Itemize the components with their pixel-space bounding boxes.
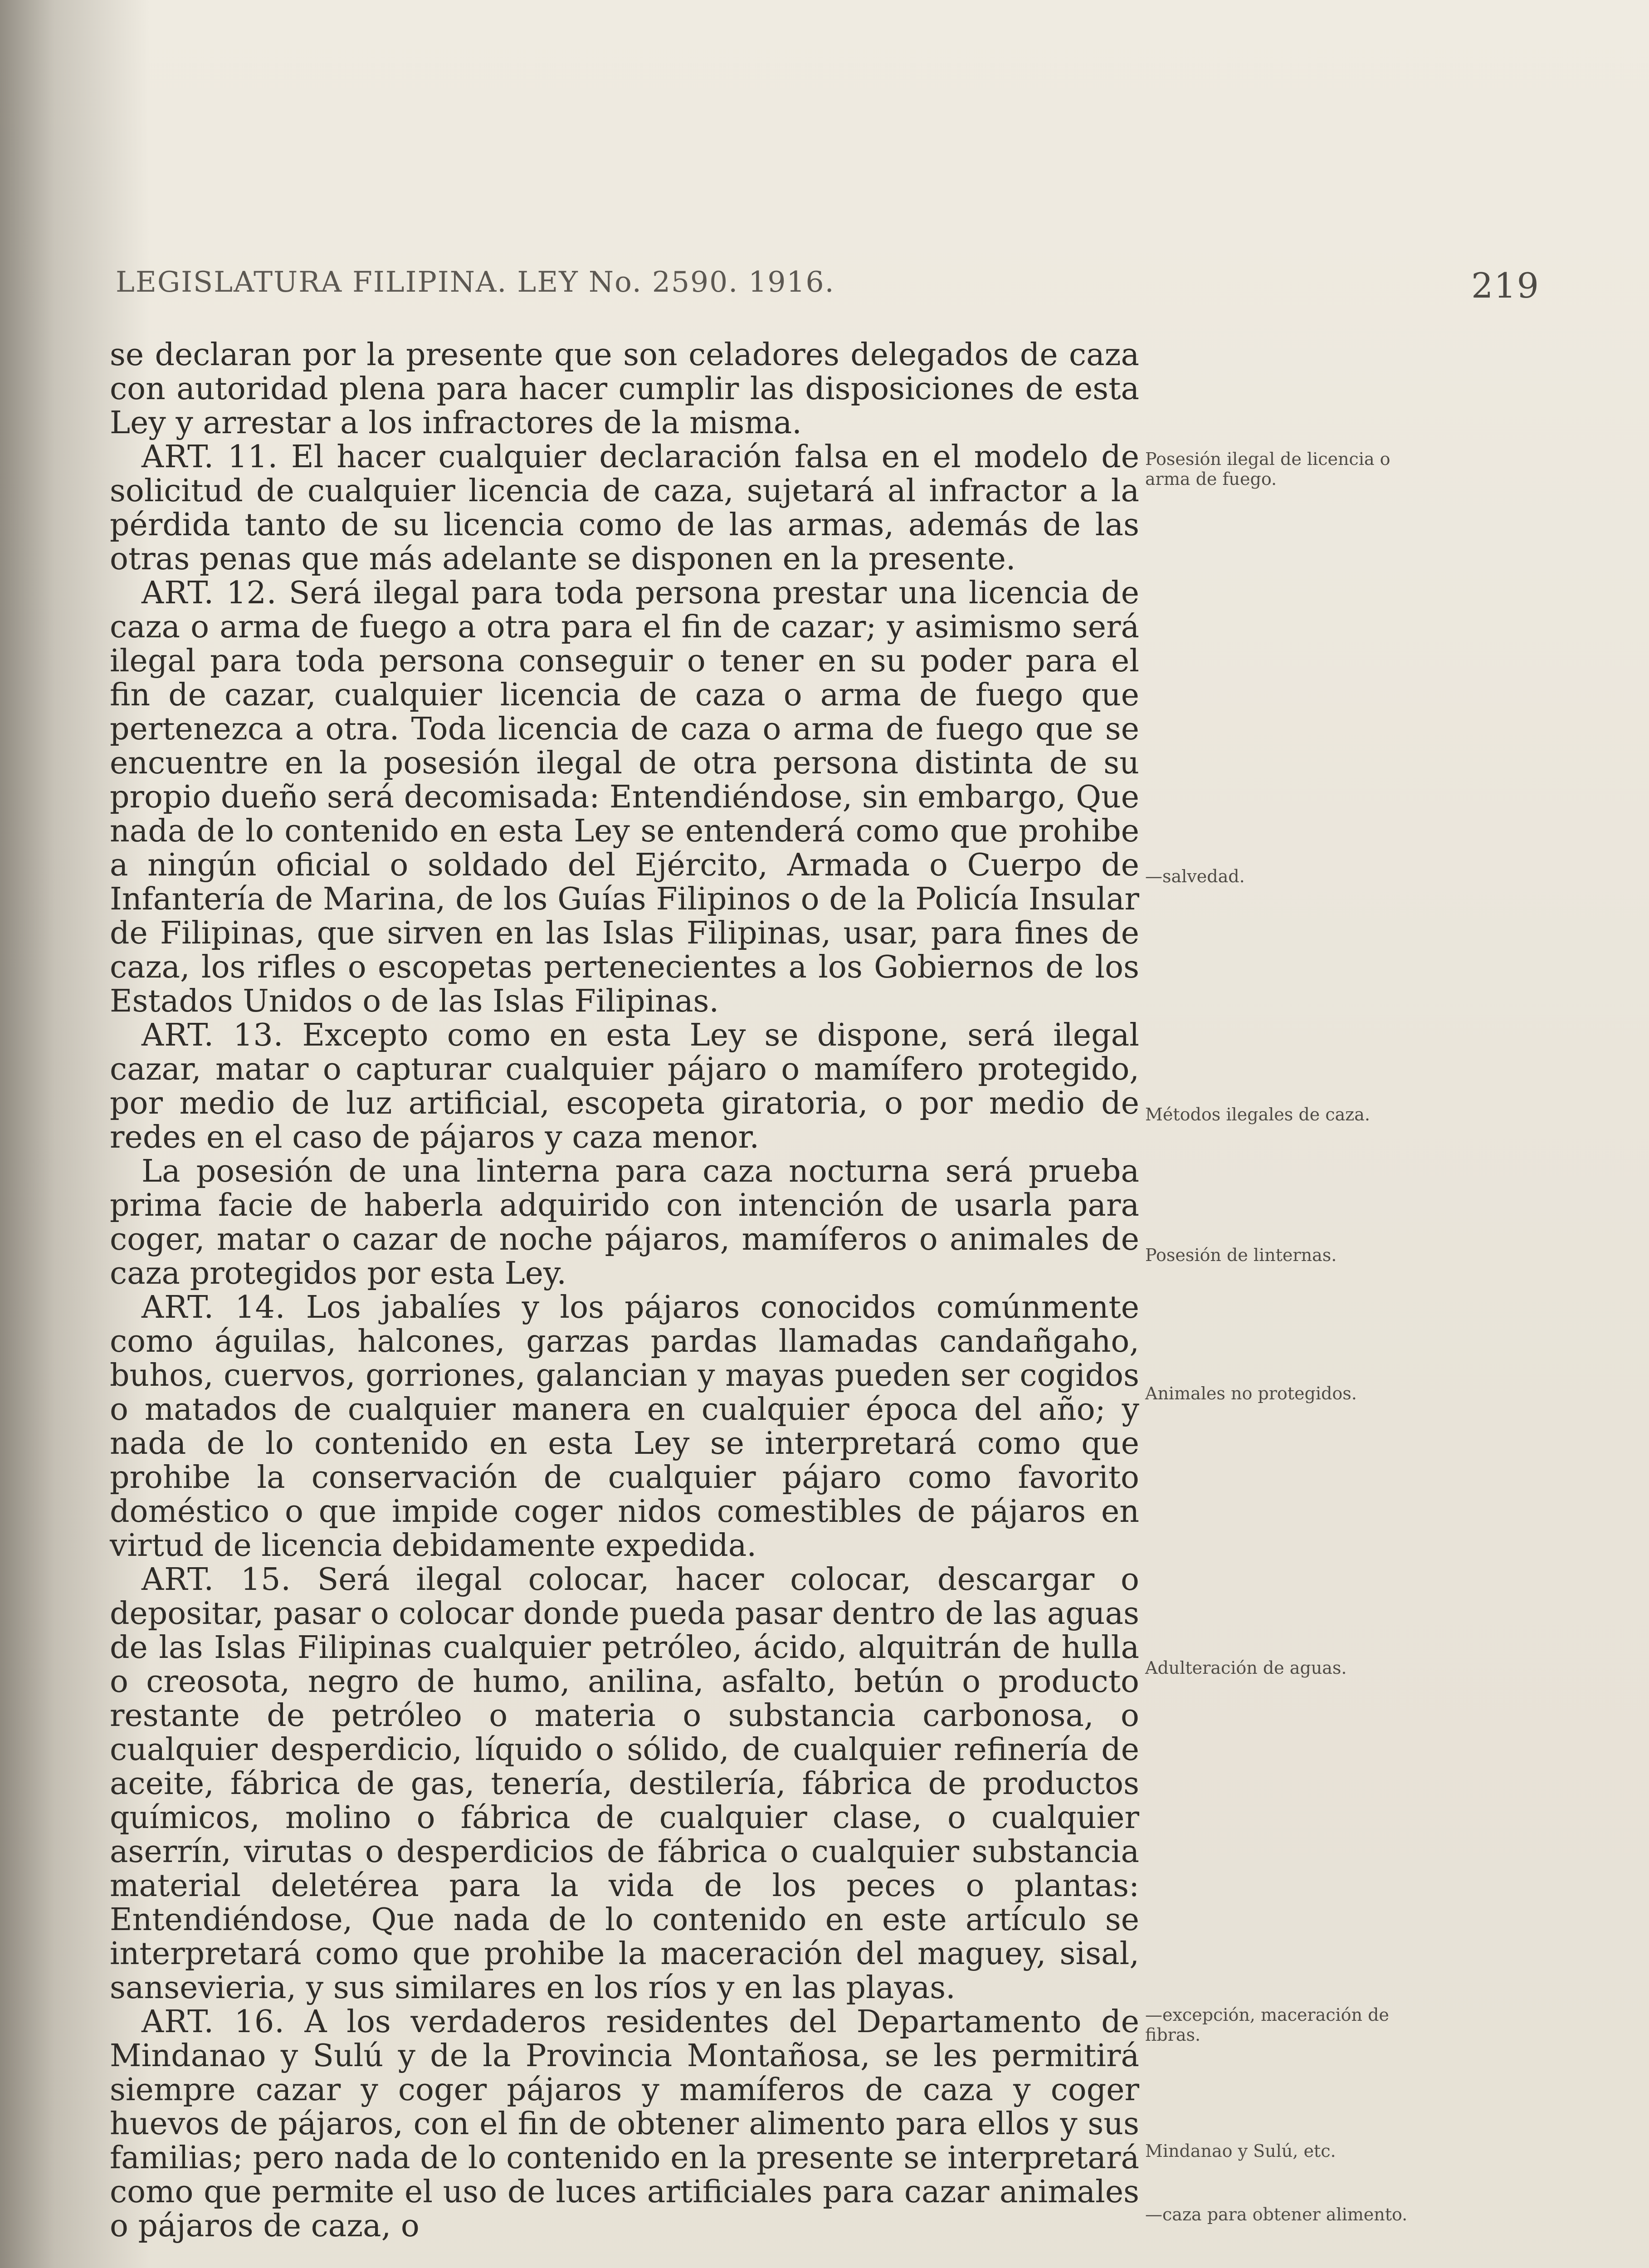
lantern-paragraph (110, 1154, 1139, 1290)
side-note-food-hunting: —caza para obtener alimento. (1145, 2204, 1408, 2224)
paragraph-continuation (110, 338, 1139, 440)
page-number: 219 (1471, 265, 1540, 306)
article-number: ART. 14. (141, 1290, 286, 1325)
running-title: LEGISLATURA FILIPINA. LEY No. 2590. 1916. (116, 265, 835, 298)
paragraph-text: se declaran por la presente que son celadores delegados de caza con autoridad plena para hacer cumplir las disposiciones de esta Ley y arrestar a los infractores de la misma. (110, 337, 1139, 441)
article-text: A los verdaderos residentes del Departamento de Mindanao y Sulú y de la Provincia Montañosa, se les permitirá siempre cazar y coger pájaros y mamíferos de caza y coger huevos de pájaros, con el fin de obtener alimento para ellos y sus familias; pero nada de lo contenido en la presente se interpretará como que permite el uso de luces artificiales para cazar animales o pájaros de caza, o (110, 2004, 1139, 2244)
article-14 (110, 1290, 1139, 1563)
article-number: ART. 12. (141, 575, 277, 611)
paragraph-text: La posesión de una linterna para caza nocturna será prueba prima facie de haberla adquirido con intención de usarla para coger, matar o cazar de noche pájaros, mamíferos o animales de caza protegidos por esta Ley. (110, 1154, 1139, 1291)
article-number: ART. 15. (141, 1562, 291, 1598)
article-16 (110, 2005, 1139, 2243)
side-note-unprotected-animals: Animales no protegidos. (1145, 1383, 1357, 1403)
side-note-water-adulteration: Adulteración de aguas. (1145, 1658, 1347, 1678)
article-12 (110, 576, 1139, 1018)
article-text: Será ilegal colocar, hacer colocar, descargar o depositar, pasar o colocar donde pueda pasar dentro de las aguas de las Islas Filipinas cualquier petróleo, ácido, alquitrán de hulla o creosota, negro de humo, anilina, asfalto, betún o producto restante de petróleo o materia o substancia carbonosa, o cualquier desperdicio, líquido o sólido, de cualquier refinería de aceite, fábrica de gas, tenería, destilería, fábrica de productos químicos, molino o fábrica de cualquier clase, o cualquier aserrín, virutas o desperdicios de fábrica o cualquier substancia material deletérea para la vida de los peces o plantas: Entendiéndose, Que nada de lo contenido en este artículo se interpretará como que prohibe la maceración del maguey, sisal, sansevieria, y sus similares en los ríos y en las playas. (110, 1562, 1139, 2006)
article-number: ART. 13. (141, 1017, 284, 1053)
page-header (116, 265, 1540, 320)
law-text (110, 338, 1139, 2268)
article-15 (110, 1563, 1139, 2005)
article-text: Será ilegal para toda persona prestar una licencia de caza o arma de fuego a otra para el fin de cazar; y asimismo será ilegal para toda persona conseguir o tener en su poder para el fin de cazar, cualquier licencia de caza o arma de fuego que pertenezca a otra. Toda licencia de caza o arma de fuego que se encuentre en la posesión ilegal de otra persona distinta de su propio dueño será decomisada: Entendiéndose, sin embargo, Que nada de lo contenido en esta Ley se entenderá como que prohibe a ningún oficial o soldado del Ejército, Armada o Cuerpo de Infantería de Marina, de los Guías Filipinos o de la Policía Insular de Filipinas, que sirven en las Islas Filipinas, usar, para fines de caza, los rifles o escopetas pertenecientes a los Gobiernos de los Estados Unidos o de las Islas Filipinas. (110, 575, 1139, 1019)
article-text: Los jabalíes y los pájaros conocidos comúnmente como águilas, halcones, garzas pardas llamadas candañgaho, buhos, cuervos, gorriones, galancian y mayas pueden ser cogidos o matados de cualquier manera en cualquier época del año; y nada de lo contenido en esta Ley se interpretará como que prohibe la conservación de cualquier pájaro como favorito doméstico o que impide coger nidos comestibles de pájaros en virtud de licencia debidamente expedida. (110, 1290, 1139, 1564)
article-number: ART. 16. (141, 2004, 285, 2040)
side-note-mindanao: Mindanao y Sulú, etc. (1145, 2141, 1336, 2161)
side-note-illegal-possession: Posesión ilegal de licencia o arma de fuego. (1145, 449, 1390, 489)
article-number: ART. 11. (141, 439, 278, 475)
article-text: El hacer cualquier declaración falsa en el modelo de solicitud de cualquier licencia de caza, sujetará al infractor a la pérdida tanto de su licencia como de las armas, además de las otras penas que más adelante se disponen en la presente. (110, 439, 1139, 577)
side-note-illegal-methods: Métodos ilegales de caza. (1145, 1105, 1370, 1124)
side-note-exception: —salvedad. (1145, 866, 1245, 886)
article-13 (110, 1018, 1139, 1154)
article-text: Excepto como en esta Ley se dispone, será ilegal cazar, matar o capturar cualquier pájaro o mamífero protegido, por medio de luz artificial, escopeta giratoria, o por medio de redes en el caso de pájaros y caza menor. (110, 1017, 1139, 1155)
side-note-fiber-exception: —excepción, maceración de fibras. (1145, 2005, 1389, 2045)
article-11 (110, 440, 1139, 576)
side-note-lantern-possession: Posesión de linternas. (1145, 1245, 1337, 1265)
